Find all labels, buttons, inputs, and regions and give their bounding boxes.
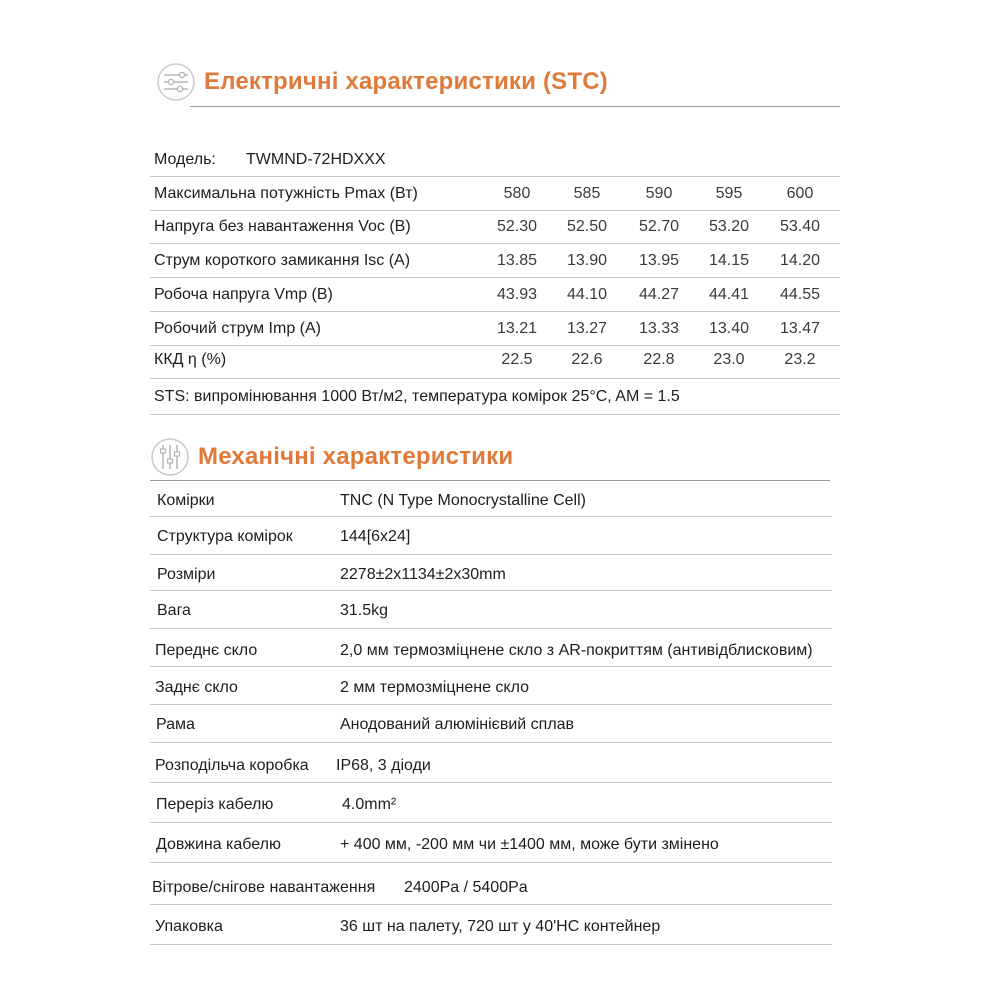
- mechanical-title: Механічні характеристики: [198, 443, 514, 470]
- electrical-value: 22.8: [643, 351, 675, 368]
- row-divider: [150, 590, 832, 591]
- row-divider: [150, 345, 840, 346]
- electrical-row-label: Напруга без навантаження Voc (B): [154, 218, 411, 235]
- electrical-value: 13.85: [496, 252, 538, 269]
- electrical-value: 14.15: [708, 252, 750, 269]
- mechanical-row-label: Розміри: [157, 566, 216, 583]
- electrical-value: 13.40: [708, 320, 750, 337]
- electrical-value: 600: [786, 185, 814, 202]
- mechanical-row-label: Розподільча коробка: [155, 757, 309, 774]
- electrical-value: 13.95: [638, 252, 680, 269]
- mechanical-row-value: 4.0mm²: [342, 796, 397, 813]
- mechanical-row-value: 36 шт на палету, 720 шт у 40'HC контейнер: [340, 918, 661, 935]
- row-divider: [150, 666, 832, 667]
- mechanical-row-value: Анодований алюмінієвий сплав: [340, 716, 575, 733]
- electrical-row-label: ККД η (%): [154, 351, 227, 368]
- mechanical-row-label: Комірки: [157, 492, 215, 509]
- mechanical-section-title: [150, 437, 513, 477]
- row-divider: [150, 516, 832, 517]
- mechanical-row-value: 2400Pa / 5400Pa: [404, 879, 528, 896]
- electrical-value: 44.10: [566, 286, 608, 303]
- electrical-section-title: [156, 62, 608, 102]
- electrical-value: 13.47: [779, 320, 821, 337]
- mechanical-title-rule: [150, 480, 830, 481]
- mechanical-row-value: IP68, 3 діоди: [336, 757, 431, 774]
- model-rule: [150, 176, 840, 177]
- electrical-row-label: Робочий струм Imp (A): [154, 320, 321, 337]
- mechanical-row-value: 31.5kg: [340, 602, 389, 619]
- row-divider: [150, 243, 840, 244]
- electrical-value: 43.93: [496, 286, 538, 303]
- row-divider: [150, 311, 840, 312]
- electrical-value: 22.5: [501, 351, 533, 368]
- model-value: TWMND-72HDXXX: [246, 151, 386, 168]
- mechanical-row-value: 2278±2x1134±2x30mm: [340, 566, 506, 583]
- mechanical-row-label: Упаковка: [155, 918, 223, 935]
- electrical-value: 23.2: [784, 351, 816, 368]
- electrical-value: 13.27: [566, 320, 608, 337]
- row-divider: [150, 822, 832, 823]
- mechanical-row-value: 2,0 мм термозміцнене скло з AR-покриттям (антивідблисковим): [340, 642, 813, 659]
- mechanical-row-label: Вітрове/снігове навантаження: [152, 879, 376, 896]
- note-rule: [150, 414, 840, 415]
- mechanical-row-value: 2 мм термозміцнене скло: [340, 679, 530, 696]
- row-divider: [150, 782, 832, 783]
- row-divider: [150, 944, 832, 945]
- electrical-value: 53.40: [779, 218, 821, 235]
- mechanical-row-label: Вага: [157, 602, 191, 619]
- electrical-value: 22.6: [571, 351, 603, 368]
- electrical-value: 23.0: [713, 351, 745, 368]
- electrical-value: 52.70: [638, 218, 680, 235]
- row-divider: [150, 904, 832, 905]
- electrical-value: 595: [715, 185, 743, 202]
- electrical-value: 52.30: [496, 218, 538, 235]
- electrical-value: 14.20: [779, 252, 821, 269]
- electrical-value: 590: [645, 185, 673, 202]
- electrical-value: 53.20: [708, 218, 750, 235]
- mechanical-row-value: TNC (N Type Monocrystalline Cell): [340, 492, 586, 509]
- electrical-row-label: Максимальна потужність Pmax (Вт): [154, 185, 418, 202]
- electrical-value: 580: [503, 185, 531, 202]
- electrical-value: 44.27: [638, 286, 680, 303]
- equalizer-icon: [150, 437, 190, 477]
- mechanical-row-label: Заднє скло: [155, 679, 238, 696]
- mechanical-row-label: Довжина кабелю: [156, 836, 281, 853]
- electrical-value: 44.55: [779, 286, 821, 303]
- row-divider: [150, 742, 832, 743]
- electrical-row-label: Робоча напруга Vmp (B): [154, 286, 333, 303]
- mechanical-row-label: Переднє скло: [155, 642, 258, 659]
- row-divider: [150, 628, 832, 629]
- electrical-value: 44.41: [708, 286, 750, 303]
- mechanical-row-value: + 400 мм, -200 мм чи ±1400 мм, може бути змінено: [340, 836, 719, 853]
- electrical-value: 52.50: [566, 218, 608, 235]
- electrical-title: Електричні характеристики (STC): [204, 68, 608, 95]
- row-divider: [150, 378, 840, 379]
- electrical-title-rule: [190, 106, 840, 107]
- row-divider: [150, 862, 832, 863]
- electrical-value: 13.33: [638, 320, 680, 337]
- mechanical-row-label: Переріз кабелю: [156, 796, 274, 813]
- row-divider: [150, 277, 840, 278]
- electrical-value: 585: [573, 185, 601, 202]
- row-divider: [150, 704, 832, 705]
- row-divider: [150, 554, 832, 555]
- mechanical-row-label: Структура комірок: [157, 528, 293, 545]
- electrical-value: 13.21: [496, 320, 538, 337]
- model-label: Модель:: [154, 151, 216, 168]
- mechanical-row-label: Рама: [156, 716, 195, 733]
- row-divider: [150, 210, 840, 211]
- sliders-icon: [156, 62, 196, 102]
- electrical-row-label: Струм короткого замикання Isc (A): [154, 252, 411, 269]
- mechanical-row-value: 144[6x24]: [340, 528, 411, 545]
- electrical-value: 13.90: [566, 252, 608, 269]
